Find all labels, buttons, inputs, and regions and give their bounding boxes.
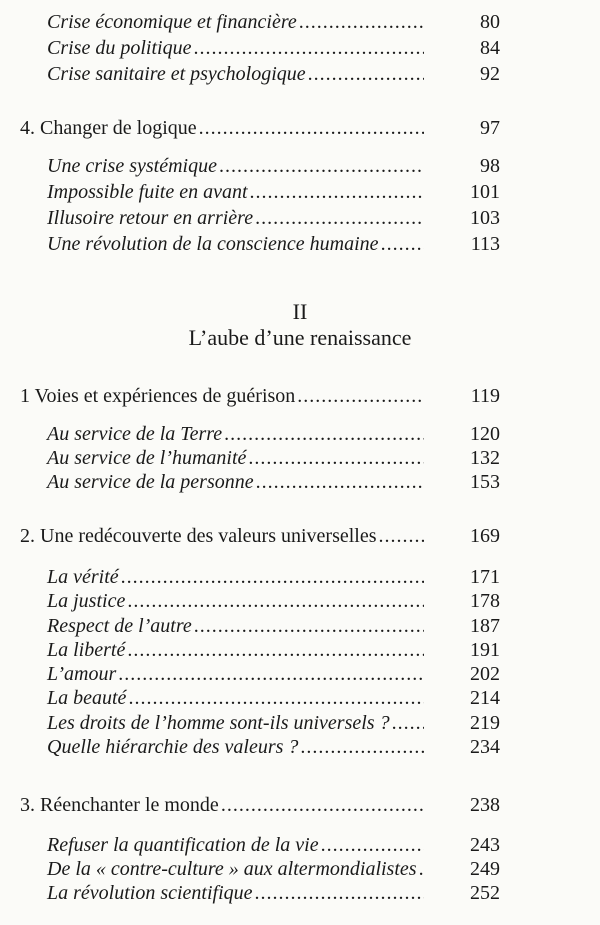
leader-dots [321,833,424,857]
toc-chapter-page: 169 [470,525,500,547]
toc-entry-title: Respect de l’autre [47,615,192,637]
toc-entry-title: De la « contre-culture » aux altermondialistes [47,858,417,880]
toc-entry [47,62,500,86]
leader-dots [381,232,424,256]
toc-chapter [20,384,500,408]
toc-chapter [20,793,500,817]
leader-dots [248,446,424,470]
toc-entry [47,833,500,857]
toc-entry-page: 187 [470,615,500,637]
toc-entry-page: 98 [480,155,500,177]
toc-entry-page: 243 [470,834,500,856]
leader-dots [297,384,424,408]
leader-dots [255,881,424,905]
toc-entry-page: 84 [480,37,500,59]
toc-entry-title: Impossible fuite en avant [47,181,248,203]
toc-entry-page: 171 [470,566,500,588]
leader-dots [379,524,424,548]
leader-dots [419,857,424,881]
toc-entry [47,422,500,446]
toc-chapter-title: 2. Une redécouverte des valeurs universelles [20,525,377,547]
toc-entry [47,565,500,589]
leader-dots [121,565,424,589]
toc-entry [47,154,500,178]
toc-entry-page: 202 [470,663,500,685]
toc-entry-page: 92 [480,63,500,85]
toc-entry-title: Refuser la quantification de la vie [47,834,319,856]
toc-entry-title: Au service de la Terre [47,423,223,445]
toc-entry-page: 252 [470,882,500,904]
part-number: II [292,299,308,324]
toc-entry [47,232,500,256]
toc-entry [47,470,500,494]
toc-entry-page: 219 [470,712,500,734]
toc-chapter-title: 3. Réenchanter le monde [20,794,219,816]
toc-entry-title: La liberté [47,639,126,661]
toc-chapter-page: 119 [470,385,500,407]
toc-entry [47,638,500,662]
toc-entry-title: La vérité [47,566,119,588]
leader-dots [127,638,424,662]
toc-entry-page: 234 [470,736,500,758]
toc-entry-page: 191 [470,639,500,661]
leader-dots [392,711,424,735]
toc-entry-title: La justice [47,590,126,612]
leader-dots [299,10,424,34]
toc-entry-page: 249 [470,858,500,880]
toc-entry-title: Au service de la personne [47,471,254,493]
toc-chapter [20,116,500,140]
toc-entry [47,589,500,613]
toc-entry-title: La beauté [47,687,127,709]
toc-entry [47,180,500,204]
toc-entry [47,36,500,60]
toc-entry-title: Crise économique et financière [47,11,297,33]
toc-chapter-page: 97 [480,117,500,139]
part-title: L’aube d’une renaissance [188,325,412,350]
toc-entry [47,857,500,881]
toc-entry [47,662,500,686]
toc-entry-title: Crise du politique [47,37,192,59]
toc-entry-title: Au service de l’humanité [47,447,247,469]
toc-entry [47,711,500,735]
toc-entry-page: 214 [470,687,500,709]
leader-dots [199,116,424,140]
leader-dots [128,686,424,710]
toc-entry-title: Une révolution de la conscience humaine [47,233,379,255]
toc-entry [47,206,500,230]
toc-entry-page: 101 [470,181,500,203]
toc-entry-page: 80 [480,11,500,33]
toc-entry-title: Illusoire retour en arrière [47,207,254,229]
leader-dots [300,735,424,759]
toc-entry [47,735,500,759]
toc-entry [47,614,500,638]
toc-chapter-page: 238 [470,794,500,816]
leader-dots [194,614,424,638]
toc-chapter-title: 4. Changer de logique [20,117,197,139]
toc-entry-title: Une crise systémique [47,155,217,177]
toc-entry-title: Les droits de l’homme sont-ils universels ? [47,712,390,734]
leader-dots [221,793,424,817]
toc-entry [47,881,500,905]
leader-dots [308,62,424,86]
toc-entry-page: 132 [470,447,500,469]
leader-dots [118,662,424,686]
toc-entry-title: L’amour [47,663,117,685]
toc-entry-page: 153 [470,471,500,493]
toc-chapter-title: 1 Voies et expériences de guérison [20,385,296,407]
leader-dots [224,422,424,446]
toc-entry-page: 178 [470,590,500,612]
leader-dots [250,180,424,204]
leader-dots [127,589,424,613]
toc-entry-title: Quelle hiérarchie des valeurs ? [47,736,299,758]
toc-entry-page: 103 [470,207,500,229]
leader-dots [256,470,424,494]
toc-entry-title: Crise sanitaire et psychologique [47,63,306,85]
toc-entry-page: 120 [470,423,500,445]
toc-entry [47,446,500,470]
toc-entry-title: La révolution scientifique [47,882,253,904]
toc-entry-page: 113 [470,233,500,255]
toc-entry [47,10,500,34]
leader-dots [219,154,424,178]
leader-dots [255,206,424,230]
leader-dots [193,36,424,60]
toc-chapter [20,524,500,548]
toc-entry [47,686,500,710]
